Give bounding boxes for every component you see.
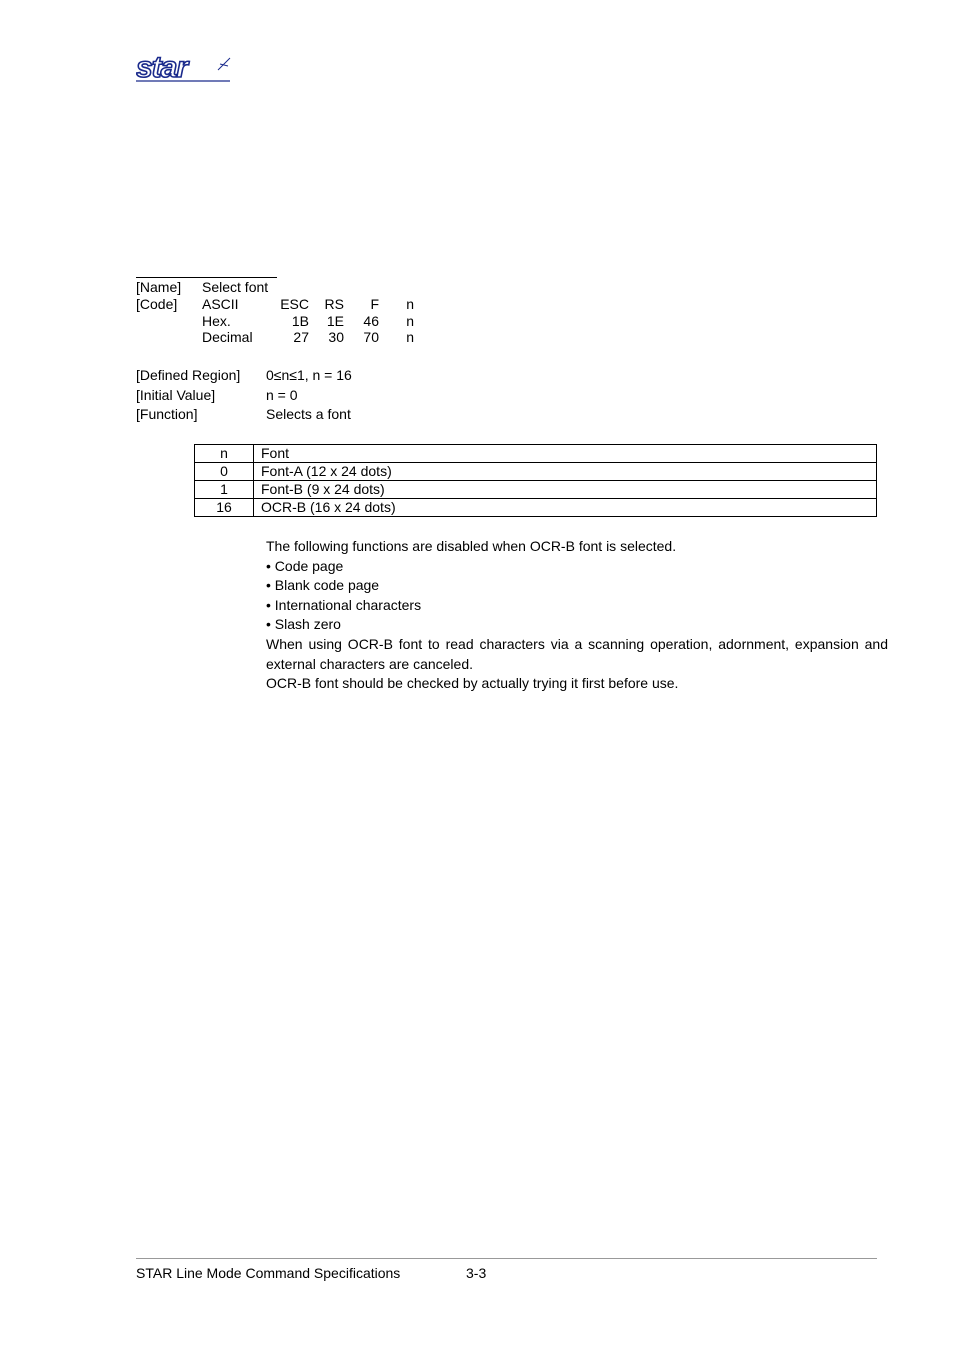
initial-value-value: n = 0: [266, 387, 298, 403]
code-row-label: ASCII: [202, 296, 239, 312]
table-row: [195, 481, 877, 499]
code-cell: n: [406, 329, 414, 345]
list-item: • International characters: [266, 596, 422, 613]
table-cell-n: 16: [195, 499, 254, 517]
notes-scanning: When using OCR-B font to read characters via a scanning operation, adornment, expansion and external characters are canceled.: [266, 635, 888, 672]
code-cell: 46: [363, 313, 379, 329]
star-logo-graphic: [136, 52, 232, 84]
list-item: • Slash zero: [266, 616, 341, 633]
code-cell: ESC: [280, 296, 309, 312]
notes-section: [266, 537, 888, 694]
code-row-label: Hex.: [202, 313, 231, 329]
code-cell: n: [406, 296, 414, 312]
defined-region-label: [Defined Region]: [136, 367, 241, 383]
defined-region-value: 0≤n≤1, n = 16: [266, 367, 352, 383]
table-header-n: n: [195, 445, 254, 463]
code-cell: 70: [363, 329, 379, 345]
function-label: [Function]: [136, 406, 198, 422]
table-row: [195, 463, 877, 481]
name-label: [Name]: [136, 279, 182, 295]
code-row-label: Decimal: [202, 329, 253, 345]
footer-rule: [136, 1258, 877, 1259]
star-logo: [136, 52, 232, 84]
table-cell-font: Font-B (9 x 24 dots): [254, 481, 877, 499]
code-cell: 30: [328, 329, 344, 345]
code-cell: n: [406, 313, 414, 329]
section-rule: [136, 277, 277, 278]
code-cell: RS: [324, 296, 344, 312]
table-cell-n: 1: [195, 481, 254, 499]
code-cell: 1E: [326, 313, 344, 329]
table-row: [195, 499, 877, 517]
notes-check: OCR-B font should be checked by actually trying it first before use.: [266, 675, 679, 692]
code-cell: F: [370, 296, 379, 312]
notes-intro: The following functions are disabled when OCR-B font is selected.: [266, 538, 677, 554]
svg-text:star: star: [136, 52, 188, 84]
initial-value-label: [Initial Value]: [136, 387, 216, 403]
font-table: [194, 444, 877, 517]
list-item: • Blank code page: [266, 577, 380, 594]
footer-title: STAR Line Mode Command Specifications: [136, 1265, 401, 1281]
function-value: Selects a font: [266, 406, 351, 422]
code-cell: 27: [293, 329, 309, 345]
table-cell-font: OCR-B (16 x 24 dots): [254, 499, 877, 517]
name-value: Select font: [202, 279, 269, 295]
code-cell: 1B: [291, 313, 309, 329]
code-label: [Code]: [136, 296, 178, 312]
table-header-row: [195, 445, 877, 463]
table-cell-n: 0: [195, 463, 254, 481]
table-header-font: Font: [254, 445, 877, 463]
page-number: 3-3: [466, 1265, 487, 1281]
list-item: • Code page: [266, 557, 344, 574]
table-cell-font: Font-A (12 x 24 dots): [254, 463, 877, 481]
